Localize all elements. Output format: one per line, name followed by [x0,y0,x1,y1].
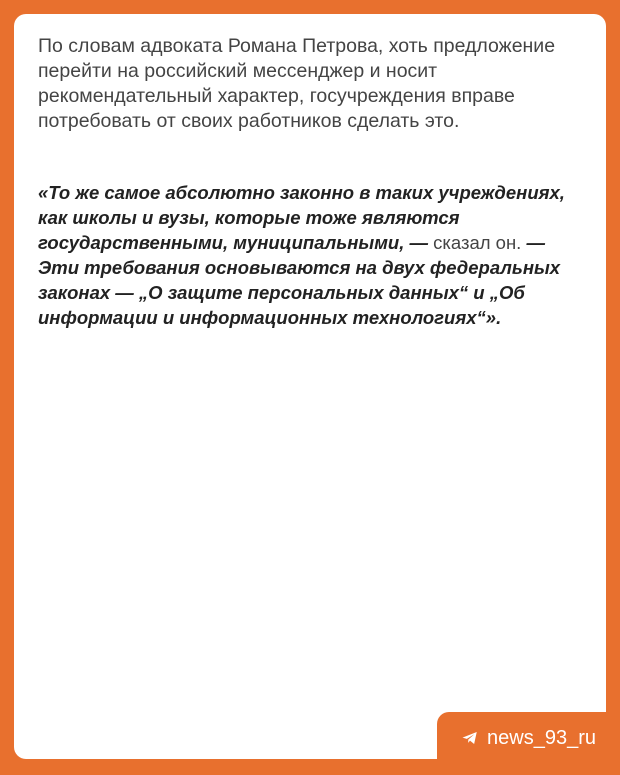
telegram-icon [461,729,479,747]
channel-badge[interactable] [437,712,620,764]
post-card [14,14,606,759]
quote-block [38,180,590,330]
quote-part-1: «То же самое абсолютно законно в таких учреждениях, как школы и вузы, которые тоже являются государственными, муниципальными, — [38,182,565,253]
body-paragraph: По словам адвоката Романа Петрова, хоть предложение перейти на российский мессенджер и носит рекомендательный характер, госучреждения вправе потребовать от своих работников сделать это. [38,35,556,132]
quote-attribution: сказал он. [427,232,527,253]
channel-handle: news_93_ru [487,726,596,749]
quote-part-2: — Эти требования основываются на двух федеральных законах — „О защите персональных данных“ и „Об информации и информационных технологиях“». [38,232,561,328]
